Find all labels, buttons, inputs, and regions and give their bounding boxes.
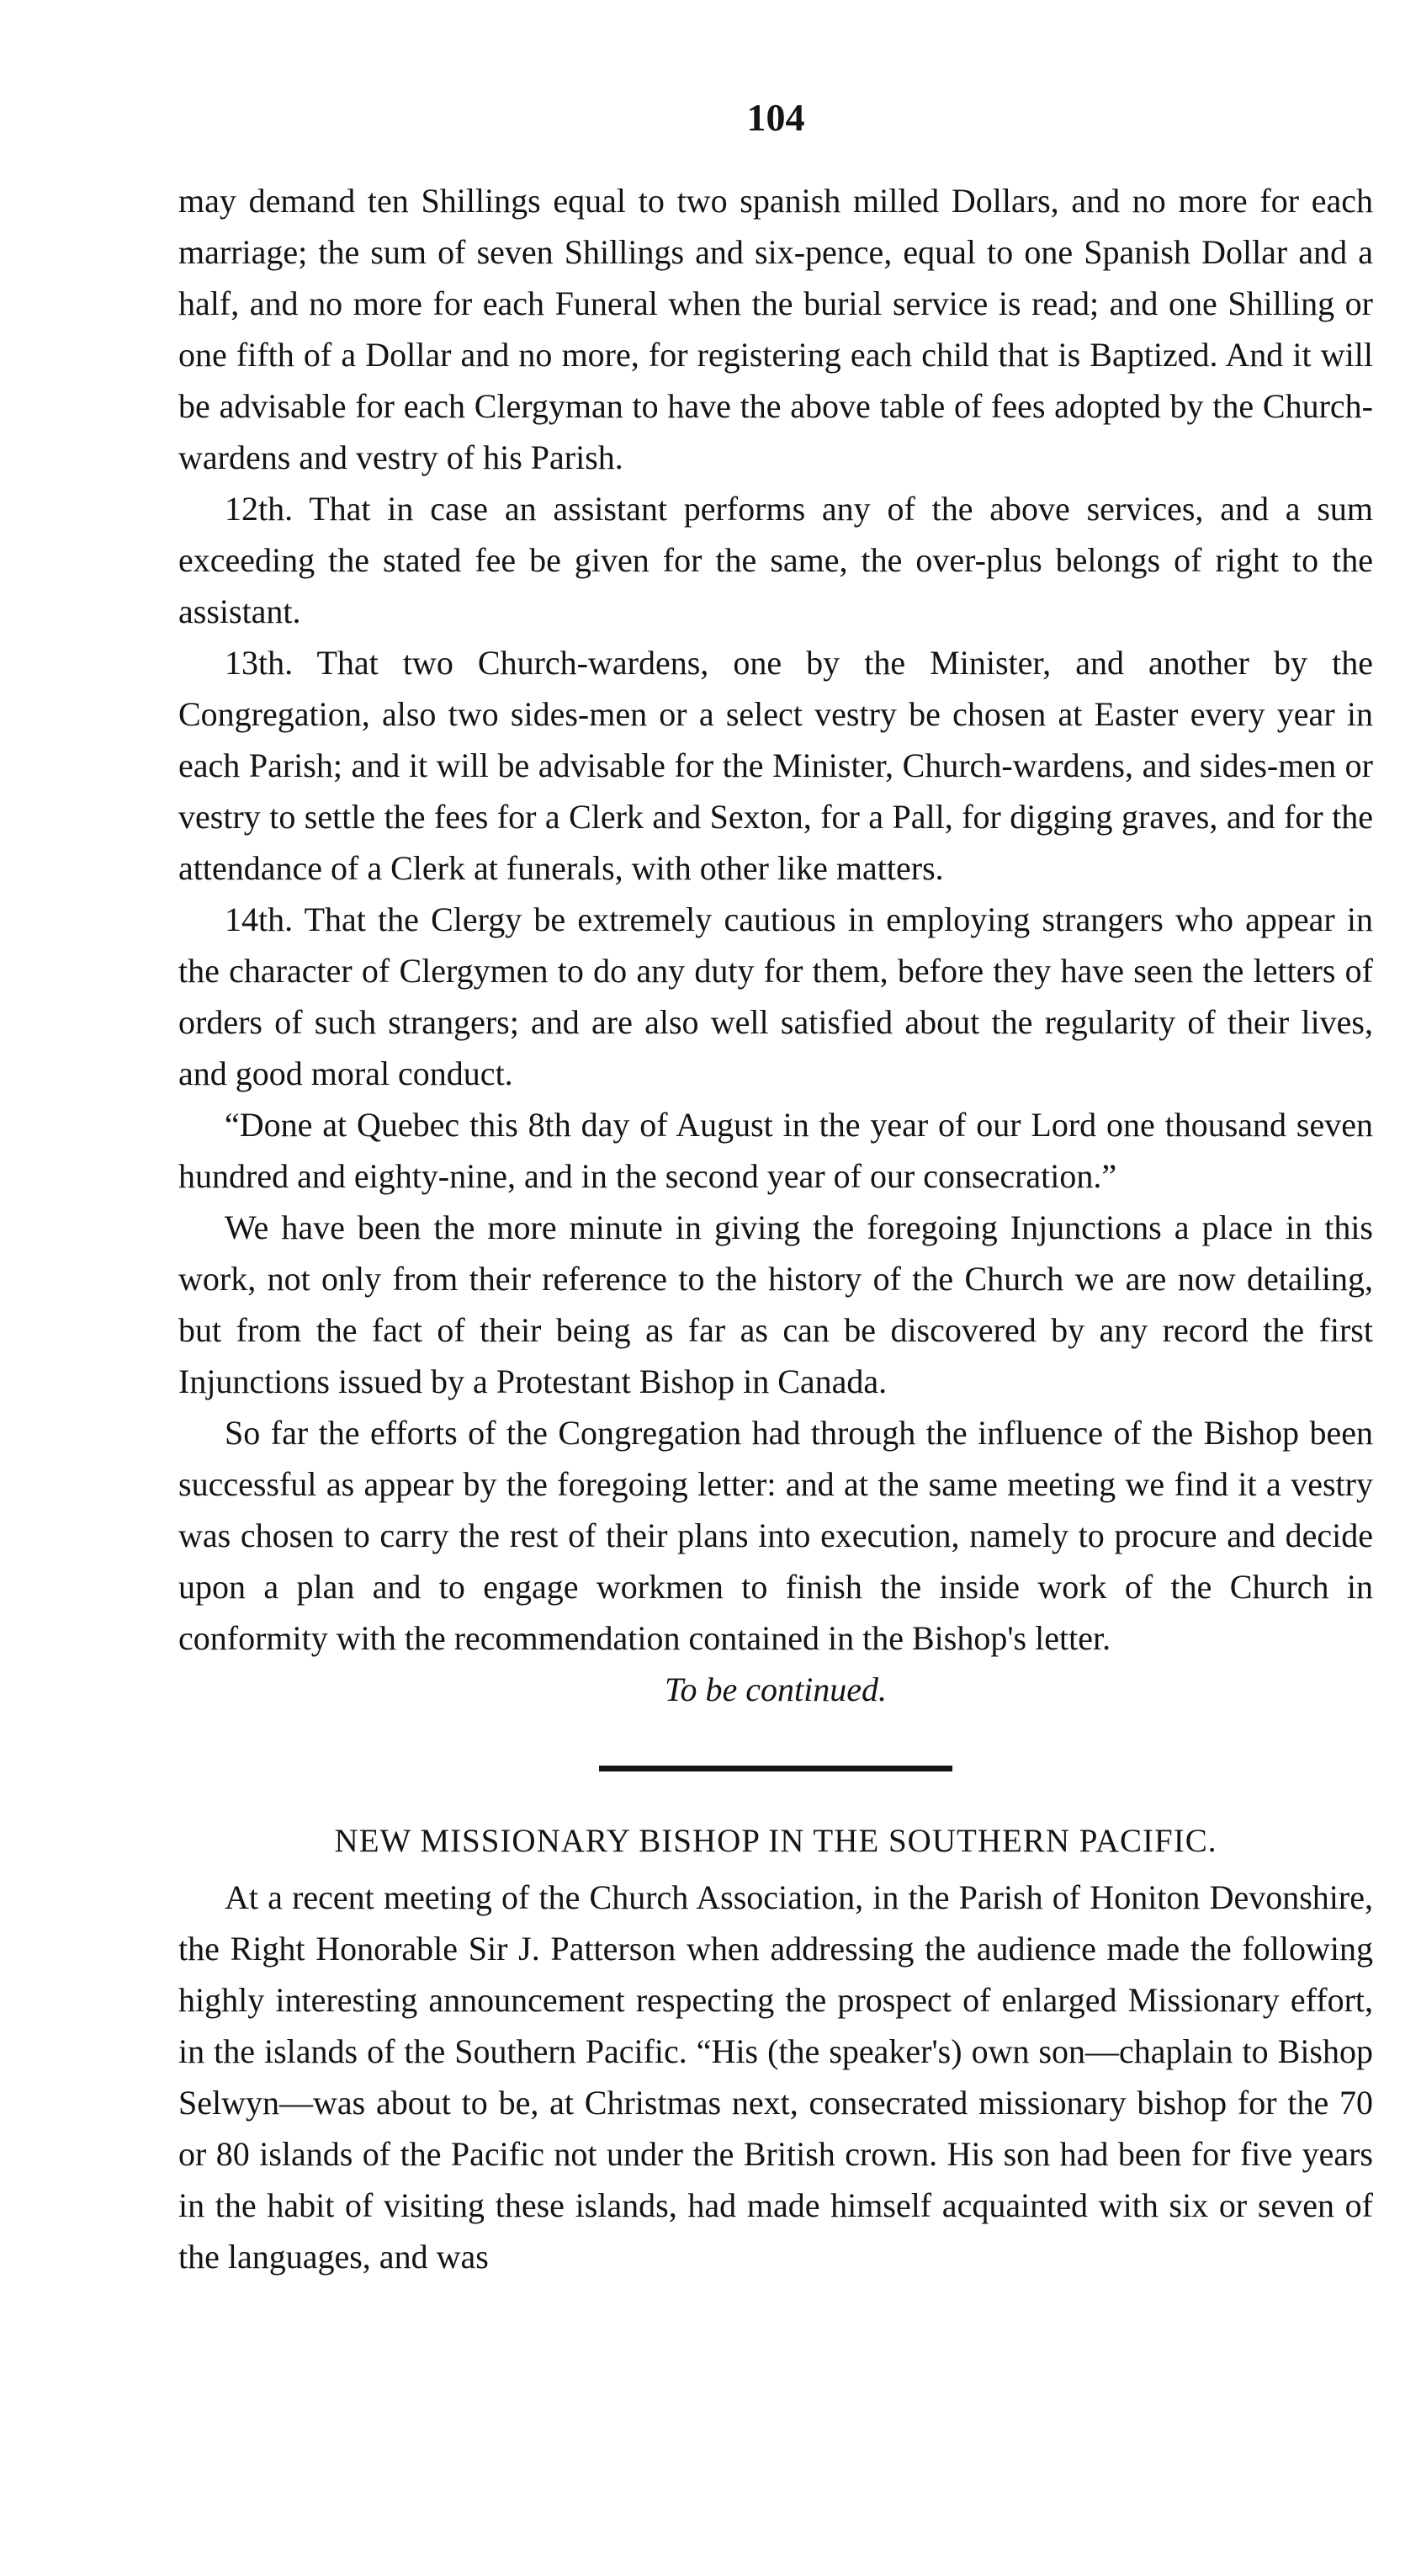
page-number: 104 xyxy=(746,96,805,139)
paragraph-congregation-efforts: So far the efforts of the Congregation had through the influence of the Bishop been successful as appear by the foregoing letter: and at the same meeting we find it a vestry was chosen to carry the rest of their plans into execution, namely to procure and decide upon a plan and to engage workmen to finish the inside work of the Church in conformity with the recommendation contained in the Bishop's letter. xyxy=(178,1414,1373,1657)
section-divider-rule xyxy=(599,1766,952,1771)
to-be-continued-note: To be continued. xyxy=(664,1670,888,1708)
article-paragraph: At a recent meeting of the Church Association, in the Parish of Honiton Devonshire, the Right Honorable Sir J. Patterson when addressing the audience made the following highly interesting announcement respecting the prospect of enlarged Missionary effort, in the islands of the Southern Pacific. “His (the speaker's) own son—chaplain to Bishop Selwyn—was about to be, at Christmas next, consecrated missionary bishop for the 70 or 80 islands of the Pacific not under the British crown. His son had been for five years in the habit of visiting these islands, had made himself acquainted with six or seven of the languages, and was xyxy=(178,1878,1373,2276)
paragraph-done-at-quebec: “Done at Quebec this 8th day of August in the year of our Lord one thousand seven hundred and eighty-nine, and in the second year of our consecration.” xyxy=(178,1106,1373,1195)
paragraph-14th: 14th. That the Clergy be extremely cautious in employing strangers who appear in the character of Clergymen to do any duty for them, before they have seen the letters of orders of such strangers; and are also well satisfied about the regularity of their lives, and good moral conduct. xyxy=(178,900,1373,1092)
paragraph-13th: 13th. That two Church-wardens, one by the Minister, and another by the Congregation, also two sides-men or a select vestry be chosen at Easter every year in each Parish; and it will be advisable for the Minister, Church-wardens, and sides-men or vestry to settle the fees for a Clerk and Sexton, for a Pall, for digging graves, and for the attendance of a Clerk at funerals, with other like matters. xyxy=(178,644,1373,887)
article-heading: NEW MISSIONARY BISHOP IN THE SOUTHERN PACIFIC. xyxy=(334,1823,1217,1859)
paragraph-fees-continued: may demand ten Shillings equal to two spanish milled Dollars, and no more for each marriage; the sum of seven Shillings and six-pence, equal to one Spanish Dollar and a half, and no more for each Funeral when the burial service is read; and one Shilling or one fifth of a Dollar and no more, for registering each child that is Baptized. And it will be advisable for each Clergyman to have the above table of fees adopted by the Church-wardens and vestry of his Parish. xyxy=(178,182,1373,476)
paragraph-injunctions-note: We have been the more minute in giving the foregoing Injunctions a place in this work, not only from their reference to the history of the Church we are now detailing, but from the fact of their being as far as can be discovered by any record the first Injunctions issued by a Protestant Bishop in Canada. xyxy=(178,1208,1373,1400)
document-page xyxy=(178,93,1373,2282)
paragraph-12th: 12th. That in case an assistant performs any of the above services, and a sum exceeding the stated fee be given for the same, the over-plus belongs of right to the assistant. xyxy=(178,490,1373,630)
